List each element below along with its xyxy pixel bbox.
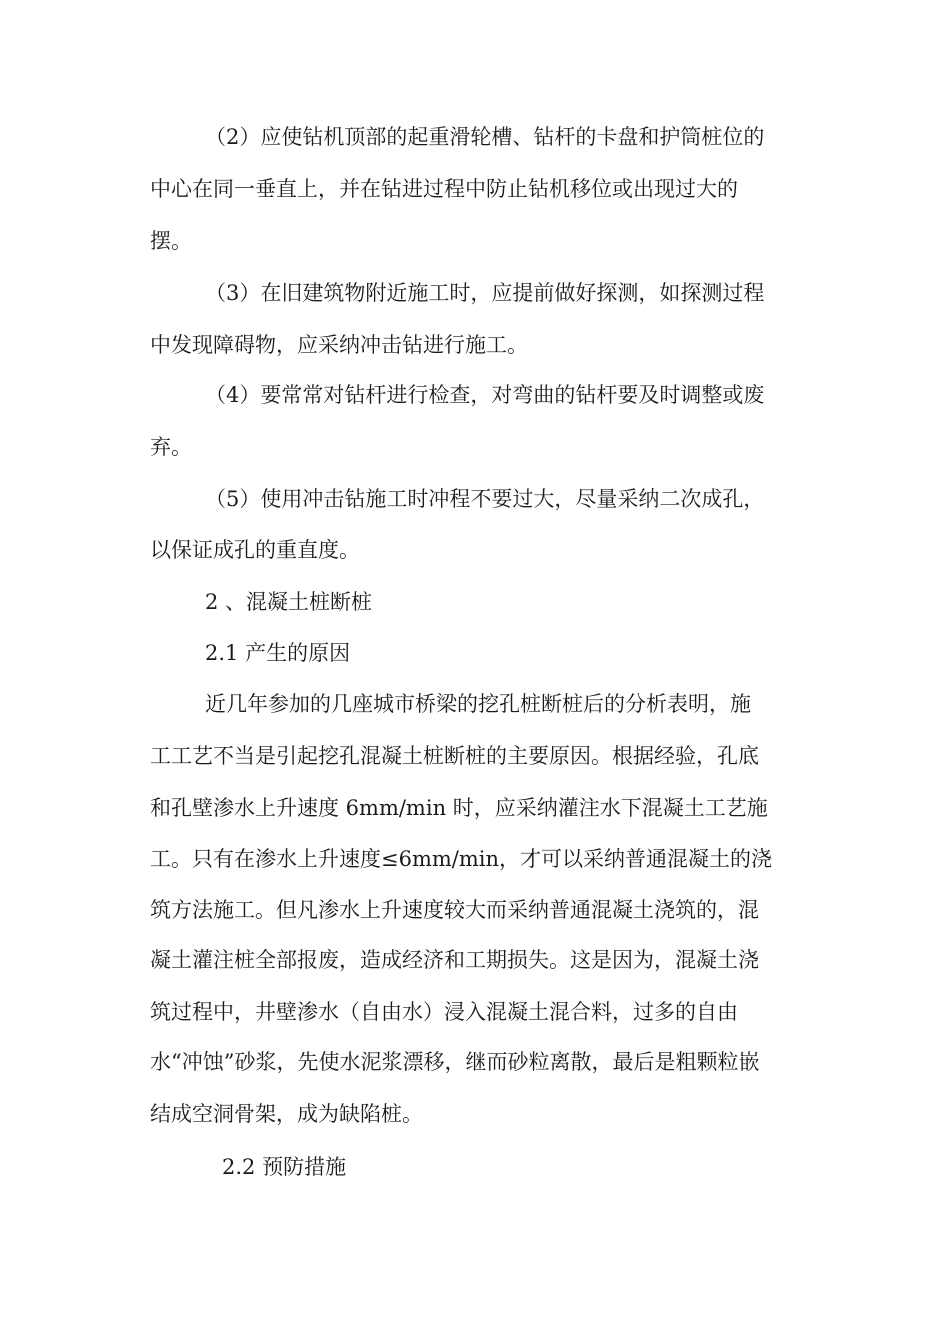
body-paragraph-line-7: 筑过程中，井壁渗水（自由水）浸入混凝土混合料，过多的自由 bbox=[150, 1000, 738, 1024]
body-paragraph-line-6: 凝土灌注桩全部报废，造成经济和工期损失。这是因为，混凝土浇 bbox=[150, 948, 759, 972]
paragraph-item-5-line-2: 以保证成孔的重直度。 bbox=[150, 538, 360, 562]
body-paragraph-line-2: 工工艺不当是引起挖孔混凝土桩断桩的主要原因。根据经验，孔底 bbox=[150, 744, 759, 768]
body-paragraph-line-9: 结成空洞骨架，成为缺陷桩。 bbox=[150, 1102, 423, 1126]
paragraph-item-5-line-1: （5）使用冲击钻施工时冲程不要过大，尽量采纳二次成孔， bbox=[205, 487, 765, 511]
body-paragraph-line-5: 筑方法施工。但凡渗水上升速度较大而采纳普通混凝土浇筑的，混 bbox=[150, 898, 759, 922]
subsection-heading-2-2: 2.2 预防措施 bbox=[222, 1155, 347, 1179]
paragraph-item-4-line-2: 弃。 bbox=[150, 435, 192, 459]
paragraph-item-4-line-1: （4）要常常对钻杆进行检查，对弯曲的钻杆要及时调整或废 bbox=[205, 383, 765, 407]
paragraph-item-3-line-2: 中发现障碍物，应采纳冲击钻进行施工。 bbox=[150, 333, 528, 357]
paragraph-item-2-line-1: （2）应使钻机顶部的起重滑轮槽、钻杆的卡盘和护筒桩位的 bbox=[205, 125, 765, 149]
body-paragraph-line-1: 近几年参加的几座城市桥梁的挖孔桩断桩后的分析表明，施 bbox=[205, 692, 751, 716]
body-paragraph-line-3: 和孔壁渗水上升速度 6mm/min 时，应采纳灌注水下混凝土工艺施 bbox=[150, 796, 768, 820]
body-paragraph-line-4: 工。只有在渗水上升速度≤6mm/min，才可以采纳普通混凝土的浇 bbox=[150, 847, 773, 871]
section-heading-2: 2 、混凝土桩断桩 bbox=[205, 590, 373, 614]
body-paragraph-line-8: 水“冲蚀”砂浆，先使水泥浆漂移，继而砂粒离散，最后是粗颗粒嵌 bbox=[150, 1050, 760, 1074]
subsection-heading-2-1: 2.1 产生的原因 bbox=[205, 641, 351, 665]
paragraph-item-2-line-3: 摆。 bbox=[150, 229, 192, 253]
paragraph-item-2-line-2: 中心在同一垂直上，并在钻进过程中防止钻机移位或出现过大的 bbox=[150, 177, 738, 201]
paragraph-item-3-line-1: （3）在旧建筑物附近施工时，应提前做好探测，如探测过程 bbox=[205, 281, 765, 305]
